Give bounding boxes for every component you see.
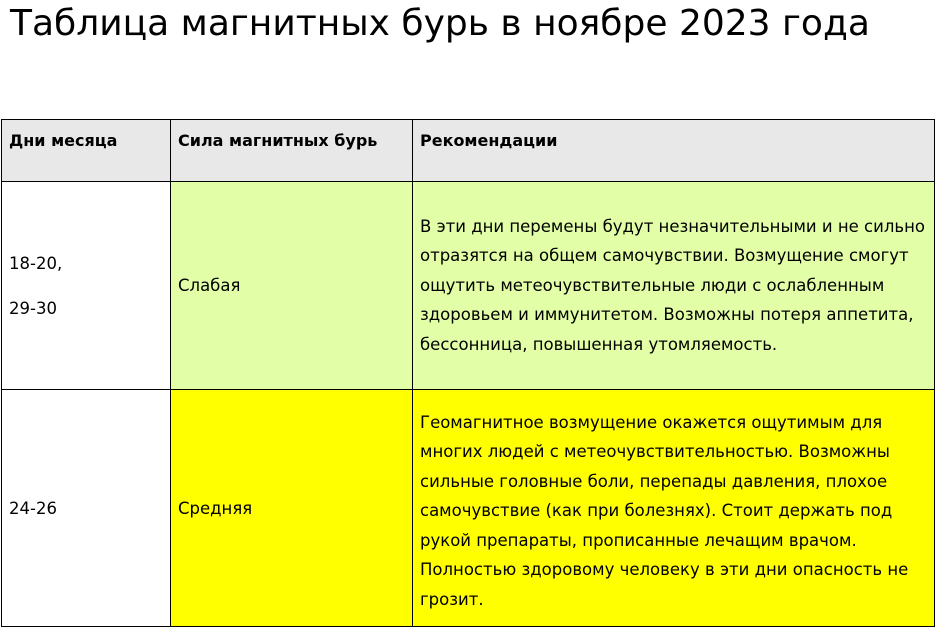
page-title: Таблица магнитных бурь в ноябре 2023 года (10, 3, 870, 44)
recommendation-cell: В эти дни перемены будут незначительными и не сильно отразятся на общем самочувствии. Возмущение смогут ощутить метеочувствительные люди с ослабленным здоровьем и иммунитетом. Возможны потеря аппетита, бессонница, повышенная утомляемость. (413, 182, 935, 390)
days-range: 24-26 (9, 498, 57, 518)
header-recommendations: Рекомендации (413, 120, 935, 182)
strength-cell: Средняя (171, 390, 413, 627)
magnetic-storms-table (1, 119, 935, 627)
table-header-row (2, 120, 935, 182)
header-days: Дни месяца (2, 120, 171, 182)
table-row-weak (2, 182, 935, 390)
strength-cell: Слабая (171, 182, 413, 390)
table-row-medium (2, 390, 935, 627)
header-strength: Сила магнитных бурь (171, 120, 413, 182)
days-cell (2, 182, 171, 390)
recommendation-cell: Геомагнитное возмущение окажется ощутимым для многих людей с метеочувствительностью. Возможны сильные головные боли, перепады давления, плохое самочувствие (как при болезнях). Стоит держать под рукой препараты, прописанные лечащим врачом. Полностью здоровому человеку в эти дни опасность не грозит. (413, 390, 935, 627)
days-range: 18-20, (9, 253, 63, 273)
days-cell (2, 390, 171, 627)
days-range: 29-30 (9, 298, 57, 318)
